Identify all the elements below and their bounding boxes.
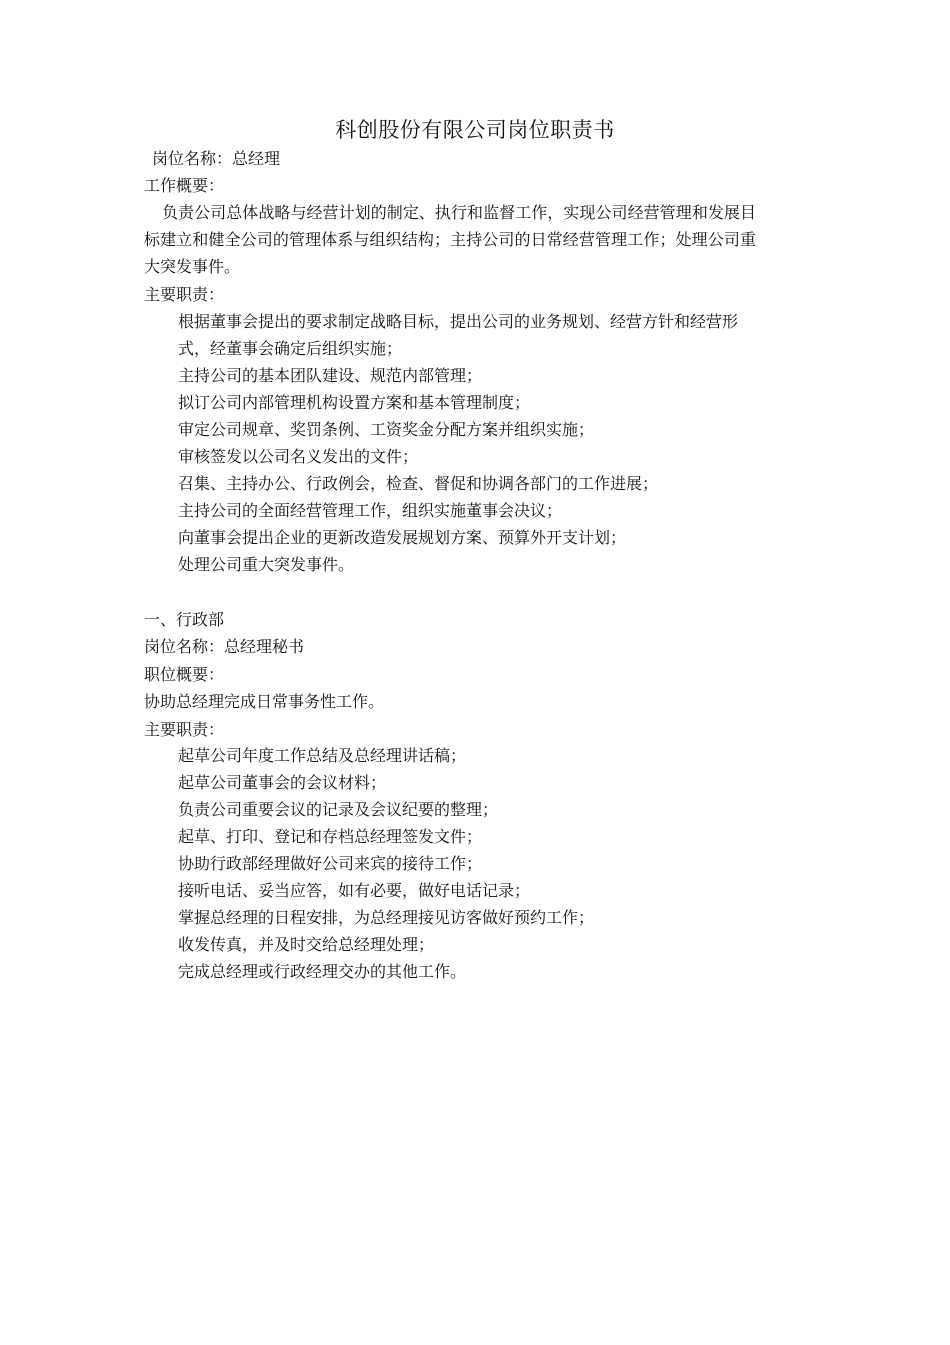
gm-duties-list <box>178 308 754 578</box>
list-item: 协助行政部经理做好公司来宾的接待工作； <box>178 854 483 873</box>
gm-summary-heading: 工作概要： <box>144 176 225 195</box>
gm-position-name: 岗位名称：总经理 <box>152 149 281 168</box>
admin-position-name: 岗位名称：总经理秘书 <box>144 637 305 656</box>
list-item: 根据董事会提出的要求制定战略目标，提出公司的业务规划、经营方针和经营形式，经董事会确定后组织实施； <box>178 312 739 358</box>
list-item: 主持公司的全面经营管理工作，组织实施董事会决议； <box>178 501 563 520</box>
admin-duties-list <box>178 742 594 985</box>
list-item: 召集、主持办公、行政例会，检查、督促和协调各部门的工作进展； <box>178 474 659 493</box>
list-item: 处理公司重大突发事件。 <box>178 555 355 574</box>
list-item: 收发传真，并及时交给总经理处理； <box>178 935 435 954</box>
list-item: 接听电话、妥当应答，如有必要，做好电话记录； <box>178 881 531 900</box>
list-item: 拟订公司内部管理机构设置方案和基本管理制度； <box>178 393 531 412</box>
document-title: 科创股份有限公司岗位职责书 <box>335 118 615 142</box>
list-item: 负责公司重要会议的记录及会议纪要的整理； <box>178 800 499 819</box>
list-item: 掌握总经理的日程安排，为总经理接见访客做好预约工作； <box>178 908 595 927</box>
admin-summary-text: 协助总经理完成日常事务性工作。 <box>144 692 385 711</box>
gm-duties-heading: 主要职责： <box>144 285 225 304</box>
list-item: 起草公司董事会的会议材料； <box>178 773 387 792</box>
list-item: 主持公司的基本团队建设、规范内部管理； <box>178 366 483 385</box>
list-item: 完成总经理或行政经理交办的其他工作。 <box>178 962 467 981</box>
list-item: 起草、打印、登记和存档总经理签发文件； <box>178 827 483 846</box>
admin-duties-heading: 主要职责： <box>144 720 225 739</box>
list-item: 审核签发以公司名义发出的文件； <box>178 447 419 466</box>
admin-summary-heading: 职位概要： <box>144 665 225 684</box>
admin-section-heading: 一、行政部 <box>144 610 225 629</box>
list-item: 起草公司年度工作总结及总经理讲话稿； <box>178 746 467 765</box>
list-item: 向董事会提出企业的更新改造发展规划方案、预算外开支计划； <box>178 528 627 547</box>
list-item: 审定公司规章、奖罚条例、工资奖金分配方案并组织实施； <box>178 420 595 439</box>
gm-summary-text: 负责公司总体战略与经营计划的制定、执行和监督工作，实现公司经营管理和发展目标建立和健全公司的管理体系与组织结构；主持公司的日常经营管理工作；处理公司重大突发事件。 <box>144 203 756 276</box>
